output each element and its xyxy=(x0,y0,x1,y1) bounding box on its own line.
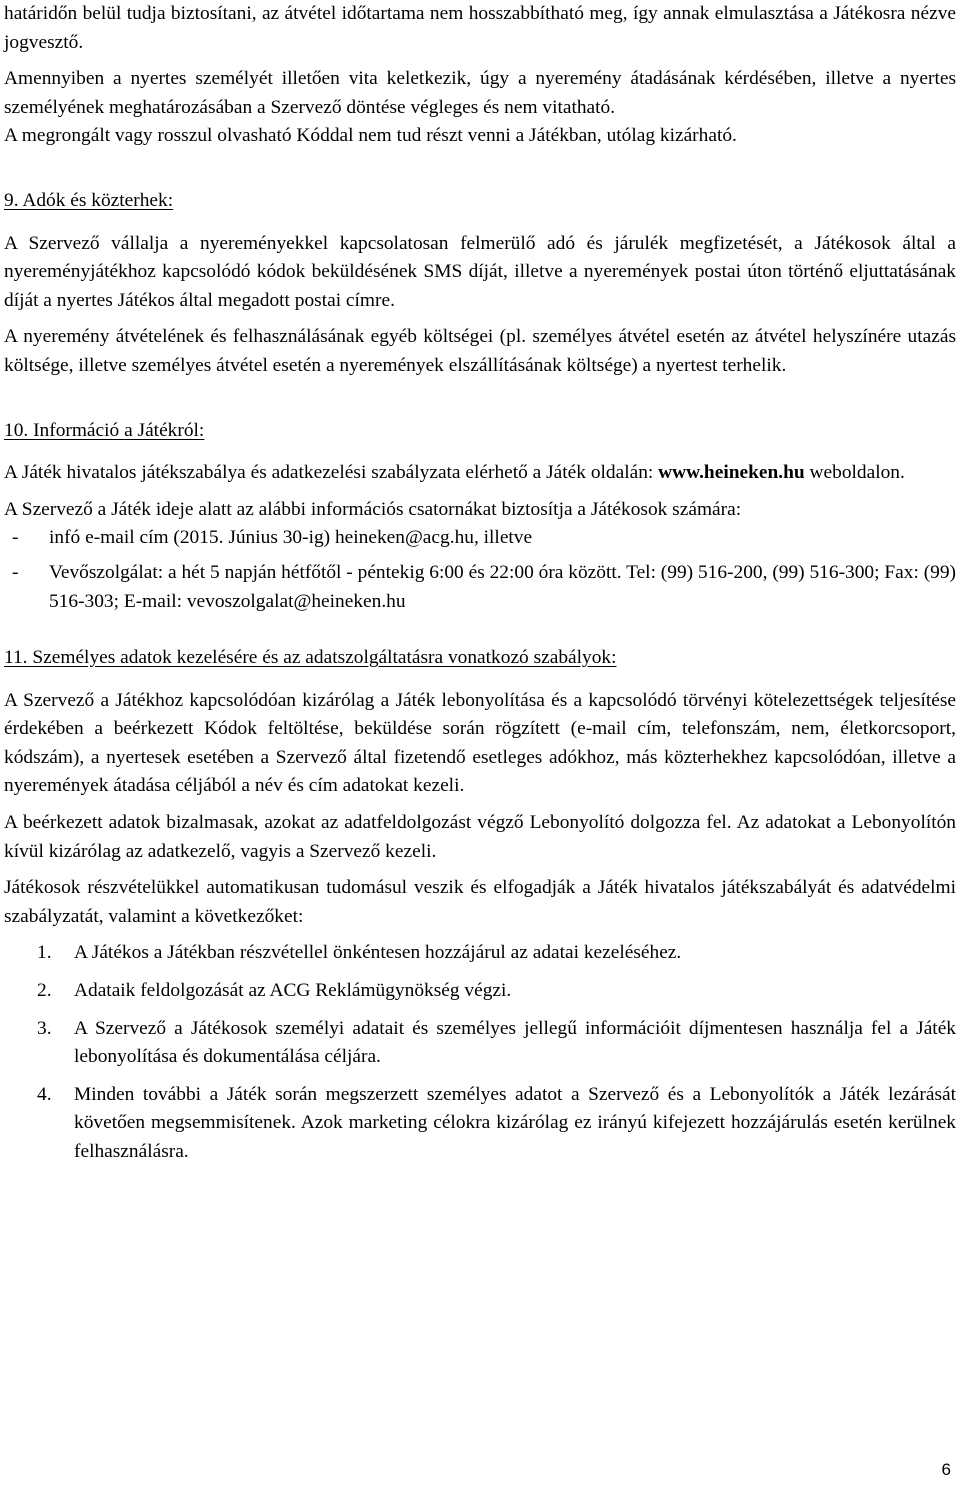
paragraph: A Szervező vállalja a nyereményekkel kapcsolatosan felmerülő adó és járulék megfizetését, a Játékosok által a nyereményjátékhoz kapcsolódó kódok beküldésének SMS díját, illetve a nyeremények postai úton történő eljuttatásának díját a nyertes Játékos által megadott postai címre. xyxy=(4,232,956,311)
paragraph: Amennyiben a nyertes személyét illetően vita keletkezik, úgy a nyeremény átadásának kérdésében, illetve a nyertes személyének meghatározásában a Szervező döntése végleges és nem vitatható. xyxy=(4,68,956,118)
list-item xyxy=(4,977,956,1006)
list-number: 2. xyxy=(37,980,52,1002)
consent-list xyxy=(4,939,956,1166)
paragraph: A nyeremény átvételének és felhasználásának egyéb költségei (pl. személyes átvétel esetén az átvétel helyszínére utazás költsége, illetve személyes átvétel esetén a nyeremények elszállításának költsége) a nyertest terhelik. xyxy=(4,326,956,376)
list-item xyxy=(4,1081,956,1167)
list-item-text: A Játékos a Játékban részvétellel önkéntesen hozzájárul az adatai kezeléséhez. xyxy=(74,942,682,964)
list-item xyxy=(4,939,956,968)
paragraph: A beérkezett adatok bizalmasak, azokat az adatfeldolgozást végző Lebonyolító dolgozza fel. Az adatokat a Lebonyolítón kívül kizárólag az adatkezelő, vagyis a Szervező kezeli. xyxy=(4,812,956,862)
list-item xyxy=(4,1015,956,1072)
list-item xyxy=(4,559,956,616)
list-marker: - xyxy=(12,561,19,583)
list-item-text: infó e-mail cím (2015. Június 30-ig) heineken@acg.hu, illetve xyxy=(49,527,533,549)
paragraph: A megrongált vagy rosszul olvasható Kóddal nem tud részt venni a Játékban, utólag kizárható. xyxy=(4,125,737,147)
website-link[interactable]: www.heineken.hu xyxy=(658,462,805,484)
list-item xyxy=(4,524,956,553)
list-item-text: Vevőszolgálat: a hét 5 napján hétfőtől - péntekig 6:00 és 22:00 óra között. Tel: (99) 516-200, (99) 516-300; Fax: (99) 516-303; E-mail: vevoszolgalat@heineken.hu xyxy=(49,561,956,612)
list-item-text: A Szervező a Játékosok személyi adatait és személyes jellegű információit díjmentesen használja fel a Játék lebonyolítása és dokumentálása céljára. xyxy=(74,1017,956,1068)
info-channel-list xyxy=(4,524,956,616)
list-number: 1. xyxy=(37,942,52,964)
paragraph: Játékosok részvételükkel automatikusan tudomásul veszik és elfogadják a Játék hivatalos játékszabályát és adatvédelmi szabályzatát, valamint a következőket: xyxy=(4,877,956,927)
section-9-heading: 9. Adók és közterhek: xyxy=(4,189,174,211)
section-11-heading: 11. Személyes adatok kezelésére és az adatszolgáltatásra vonatkozó szabályok: xyxy=(4,647,617,669)
paragraph: A Szervező a Játék ideje alatt az alábbi információs csatornákat biztosítja a Játékosok számára: xyxy=(4,498,742,520)
paragraph: A Szervező a Játékhoz kapcsolódóan kizárólag a Játék lebonyolítása és a kapcsolódó törvényi kötelezettségek teljesítése érdekében a beérkezett Kódok feltöltése, beküldése során rögzített (e-mail cím, telefonszám, nem, életkorcsoport, kódszám), a nyertesek esetében a Szervező által fizetendő esetleges adókhoz, más közterhekhez kapcsolódóan, illetve a nyeremények átadása céljából a név és cím adatokat kezeli. xyxy=(4,689,956,797)
paragraph-text: A Játék hivatalos játékszabálya és adatkezelési szabályzata elérhető a Játék oldalán: xyxy=(4,462,659,484)
document-page xyxy=(4,0,956,1176)
paragraph-text: weboldalon. xyxy=(804,462,905,484)
list-number: 4. xyxy=(37,1083,52,1105)
list-item-text: Minden további a Játék során megszerzett személyes adatot a Szervező és a Lebonyolítók a Játék lezárását követően megsemmisítenek. Azok marketing célokra kizárólag ez irányú kifejezett hozzájárulás esetén kerülnek felhasználásra. xyxy=(74,1083,956,1162)
list-item-text: Adataik feldolgozását az ACG Reklámügynökség végzi. xyxy=(74,980,512,1002)
section-10-heading: 10. Információ a Játékról: xyxy=(4,419,205,441)
paragraph: határidőn belül tudja biztosítani, az átvétel időtartama nem hosszabbítható meg, így annak elmulasztása a Játékosra nézve jogvesztő. xyxy=(4,3,956,53)
list-number: 3. xyxy=(37,1017,52,1039)
page-number: 6 xyxy=(941,1460,951,1479)
list-marker: - xyxy=(12,527,19,549)
paragraph xyxy=(4,459,956,488)
